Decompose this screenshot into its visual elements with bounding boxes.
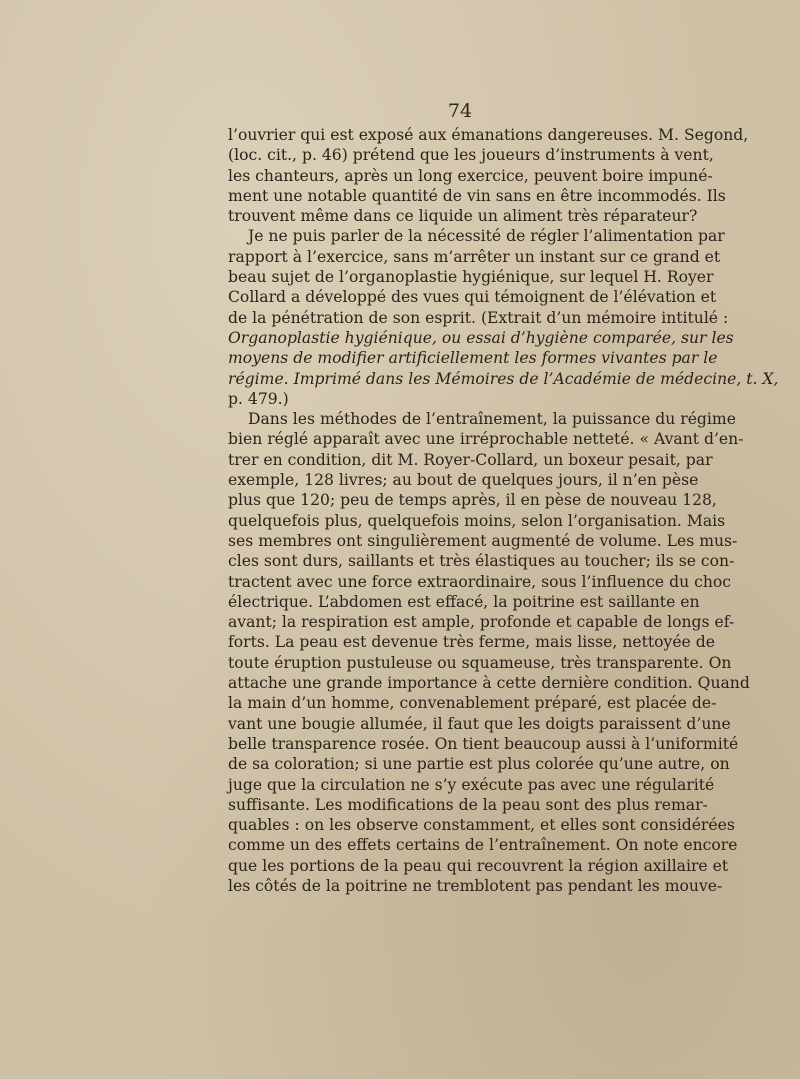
- text-line: les côtés de la poitrine ne tremblotent pas pendant les mouve-: [228, 876, 723, 895]
- text-line: tractent avec une force extraordinaire, sous l’influence du choc: [228, 572, 731, 591]
- text-line: régime. Imprimé dans les Mémoires de l’Académie de médecine, t. X,: [228, 369, 779, 388]
- page-number: 74: [447, 100, 473, 122]
- text-line: quables : on les observe constamment, et elles sont considérées: [228, 816, 735, 835]
- text-line: que les portions de la peau qui recouvrent la région axillaire et: [228, 856, 729, 875]
- text-line: toute éruption pustuleuse ou squameuse, très transparente. On: [228, 653, 732, 672]
- text-line: trer en condition, dit M. Royer-Collard, un boxeur pesait, par: [228, 450, 713, 469]
- text-line: les chanteurs, après un long exercice, peuvent boire impuné-: [228, 166, 713, 185]
- text-line: quelquefois plus, quelquefois moins, selon l’organisation. Mais: [228, 511, 726, 530]
- body-text: [228, 125, 779, 896]
- text-line: cles sont durs, saillants et très élastiques au toucher; ils se con-: [228, 552, 735, 571]
- text-line: trouvent même dans ce liquide un aliment très réparateur?: [228, 207, 698, 226]
- text-line: comme un des effets certains de l’entraînement. On note encore: [228, 836, 738, 855]
- text-line: Dans les méthodes de l’entraînement, la puissance du régime: [248, 410, 736, 429]
- text-line: ses membres ont singulièrement augmenté de volume. Les mus-: [228, 531, 738, 550]
- text-line: suffisante. Les modifications de la peau sont des plus remar-: [228, 795, 708, 814]
- text-line: avant; la respiration est ample, profonde et capable de longs ef-: [228, 613, 735, 632]
- text-line: p. 479.): [228, 389, 289, 408]
- text-line: la main d’un homme, convenablement préparé, est placée de-: [228, 694, 717, 713]
- text-line: bien réglé apparaît avec une irréprochable netteté. « Avant d’en-: [228, 430, 744, 449]
- text-line: beau sujet de l’organoplastie hygiénique, sur lequel H. Royer: [228, 268, 714, 287]
- text-line: (loc. cit., p. 46) prétend que les joueurs d’instruments à vent,: [228, 146, 714, 165]
- text-line: ment une notable quantité de vin sans en être incommodés. Ils: [228, 186, 726, 205]
- text-line: juge que la circulation ne s’y exécute pas avec une régularité: [228, 775, 715, 794]
- text-line: de la pénétration de son esprit. (Extrait d’un mémoire intitulé :: [228, 308, 729, 327]
- text-line: forts. La peau est devenue très ferme, mais lisse, nettoyée de: [228, 633, 715, 652]
- text-line: attache une grande importance à cette dernière condition. Quand: [228, 674, 750, 693]
- text-line: plus que 120; peu de temps après, il en pèse de nouveau 128,: [228, 491, 717, 510]
- text-line: électrique. L’abdomen est effacé, la poitrine est saillante en: [228, 592, 700, 611]
- text-line: de sa coloration; si une partie est plus colorée qu’une autre, on: [228, 755, 730, 774]
- text-line: l’ouvrier qui est exposé aux émanations dangereuses. M. Segond,: [228, 126, 749, 144]
- text-line: belle transparence rosée. On tient beaucoup aussi à l’uniformité: [228, 734, 739, 753]
- text-line: Organoplastie hygiénique, ou essai d’hygiène comparée, sur les: [228, 328, 734, 347]
- text-line: vant une bougie allumée, il faut que les doigts paraissent d’une: [228, 714, 731, 733]
- text-line: moyens de modifier artificiellement les formes vivantes par le: [228, 349, 718, 368]
- text-line: exemple, 128 livres; au bout de quelques jours, il n’en pèse: [228, 471, 699, 490]
- text-line: Je ne puis parler de la nécessité de régler l’alimentation par: [248, 227, 725, 246]
- text-line: rapport à l’exercice, sans m’arrêter un instant sur ce grand et: [228, 247, 721, 266]
- text-line: Collard a développé des vues qui témoignent de l’élévation et: [228, 288, 717, 307]
